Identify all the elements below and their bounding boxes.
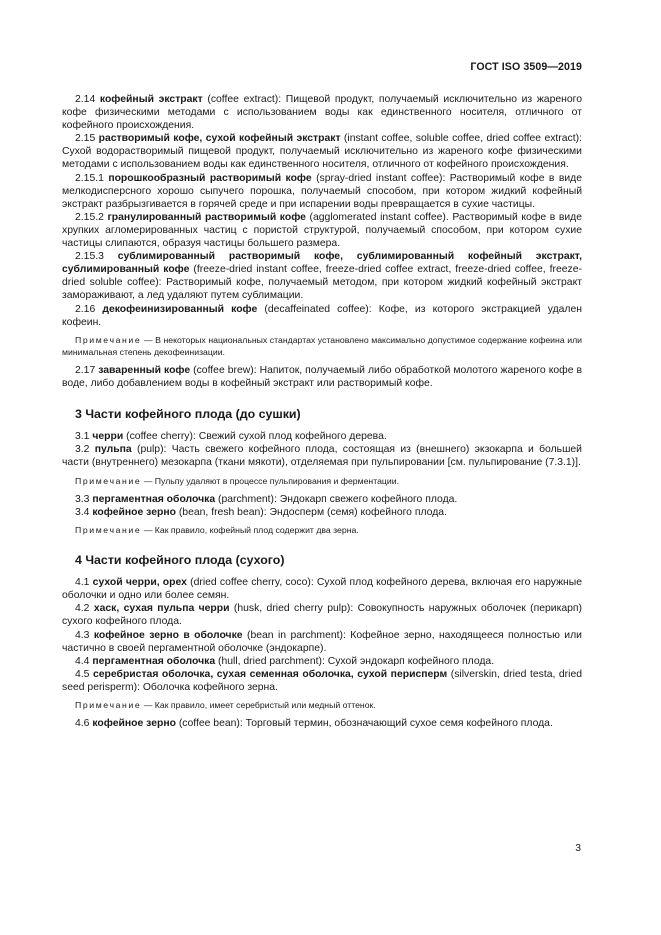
definition-3-1: 3.1 черри (coffee cherry): Свежий сухой плод кофейного дерева. [75, 431, 387, 443]
definition-2-15: 2.15 растворимый кофе, сухой кофейный экстракт (instant coffee, soluble coffee, dried coffee extract): Сухой водорастворимый пищевой продукт, получаемый исключительно из жареного кофе физическими методами с использованием воды как единственного носителя, отличного от кофейного происхождения. [62, 133, 582, 171]
definition-4-3: 4.3 кофейное зерно в оболочке (bean in parchment): Кофейное зерно, находящееся полностью или частично в своей пергаментной оболочке (эндокарпе). [62, 629, 582, 654]
term: кофейный экстракт [99, 94, 203, 105]
definition-4-5: 4.5 серебристая оболочка, сухая семенная оболочка, сухой перисперм (silverskin, dried testa, dried seed perisperm): Оболочка кофейного зерна. [62, 668, 582, 693]
definition-2-15-2: 2.15.2 гранулированный растворимый кофе (agglomerated instant coffee). Растворимый кофе в виде хрупких агломерированных частиц с пористой структурой, получаемый способом, при котором сухие частицы слипаются, образуя частицы большего размера. [62, 211, 582, 250]
term: сухой черри, орех [92, 577, 187, 589]
term: кофейное зерно [92, 718, 176, 730]
definition-3-3: 3.3 пергаментная оболочка (parchment): Эндокарп свежего кофейного плода. [75, 493, 458, 505]
term: декофеинизированный кофе [102, 303, 258, 315]
term: растворимый кофе, сухой кофейный экстракт [98, 133, 341, 145]
note-3-2: Примечание — Пульпу удаляют в процессе пульпирования и ферментации. [75, 475, 400, 486]
section-4-heading: 4 Части кофейного плода (сухого) [75, 553, 285, 568]
term: порошкообразный растворимый кофе [108, 172, 312, 184]
term: хаск, сухая пульпа черри [93, 603, 230, 615]
page-number: 3 [575, 843, 581, 854]
term: серебристая оболочка, сухая семенная оболочка, сухой перисперм [92, 668, 448, 680]
term: заваренный кофе [98, 365, 191, 377]
definition-2-17: 2.17 заваренный кофе (coffee brew): Напиток, получаемый либо обработкой молотого жареного кофе в воде, либо добавлением воды в кофейный экстракт или растворимый кофе. [62, 365, 582, 390]
standard-header: ГОСТ ISO 3509—2019 [470, 61, 582, 73]
term: пергаментная оболочка [92, 493, 216, 505]
note-2-16: Примечание — В некоторых национальных стандартах установлено максимально допустимое содержание кофеина или минимальная степень декофеинизации. [62, 334, 582, 357]
note-label: Примечание [75, 334, 142, 345]
note-3-4: Примечание — Как правило, кофейный плод содержит два зерна. [75, 524, 359, 535]
document-body [62, 93, 582, 730]
definition-4-6: 4.6 кофейное зерно (coffee bean): Торговый термин, обозначающий сухое семя кофейного плода. [75, 718, 553, 730]
definition-2-15-1: 2.15.1 порошкообразный растворимый кофе (spray-dried instant coffee): Растворимый кофе в виде мелкодисперсного хорошо сыпучего порошка, получаемый способом, при котором жидкий кофейный экстракт разбрызгивается в горячей среде и при испарении воды превращается в сухие частицы. [62, 172, 582, 210]
definition-4-4: 4.4 пергаментная оболочка (hull, dried parchment): Сухой эндокарп кофейного плода. [75, 655, 495, 667]
note-label: Примечание [75, 700, 142, 710]
term: кофейное зерно [92, 506, 176, 518]
note-label: Примечание [75, 475, 142, 486]
section-3-heading: 3 Части кофейного плода (до сушки) [75, 407, 301, 422]
note-4-5: Примечание — Как правило, имеет серебристый или медный оттенок. [75, 700, 376, 710]
definition-2-14: 2.14 кофейный экстракт (coffee extract): Пищевой продукт, получаемый исключительно из жареного кофе физическими методами с использованием воды как единственного носителя, отличного от кофейного происхождения. [62, 94, 582, 132]
definition-2-15-3: 2.15.3 сублимированный растворимый кофе, сублимированный кофейный экстракт, сублимированный кофе (freeze-dried instant coffee, freeze-dried coffee extract, freeze-dried coffee, freeze-dried soluble coffee): Растворимый кофе, получаемый методом, при котором жидкий кофейный экстракт замораживают, а лед удаляют путем сублимации. [62, 251, 582, 302]
definition-4-1: 4.1 сухой черри, орех (dried coffee cherry, coco): Сухой плод кофейного дерева, включая его наружные оболочки и одно или более семян. [62, 577, 583, 602]
definition-4-2: 4.2 хаск, сухая пульпа черри (husk, dried cherry pulp): Совокупность наружных оболочек (перикарп) сухого кофейного плода. [62, 603, 582, 628]
term: черри [92, 431, 124, 443]
definition-3-2: 3.2 пульпа (pulp): Часть свежего кофейного плода, состоящая из (внешнего) экзокарпа и большей части (внутреннего) мезокарпа (ткани мякоти), отделяемая при пульпировании [см. пульпирование (7.3.1)]. [62, 444, 582, 469]
definition-2-16: 2.16 декофеинизированный кофе (decaffeinated coffee): Кофе, из которого экстракцией удален кофеин. [62, 303, 582, 328]
note-label: Примечание [75, 524, 142, 535]
term: пергаментная оболочка [92, 655, 216, 667]
term: сублимированный растворимый кофе, сублимированный кофейный экстракт, сублимированный кофе [62, 251, 582, 276]
term: гранулированный растворимый кофе [107, 211, 306, 223]
definition-3-4: 3.4 кофейное зерно (bean, fresh bean): Эндосперм (семя) кофейного плода. [75, 506, 447, 518]
term: кофейное зерно в оболочке [93, 629, 243, 641]
term: пульпа [94, 444, 132, 456]
